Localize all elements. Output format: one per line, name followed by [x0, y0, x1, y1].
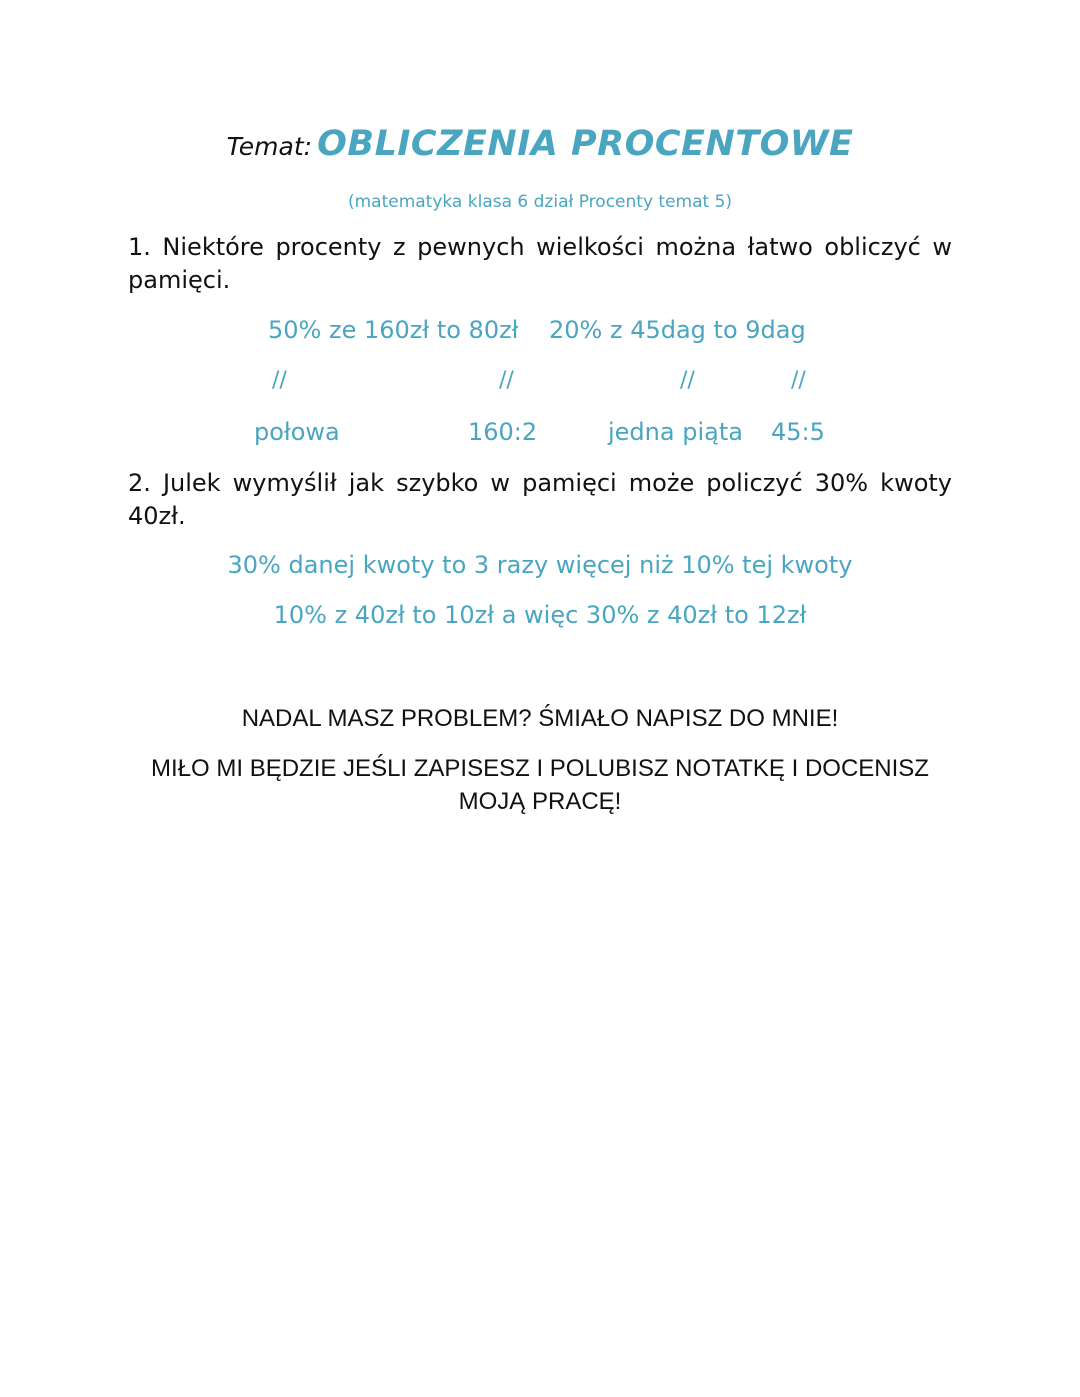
explanation-division-160: 160:2 [468, 418, 538, 446]
subtitle: (matematyka klasa 6 dział Procenty temat 5) [347, 192, 733, 212]
topic-label: Temat: [226, 132, 313, 161]
section1-text: 1. Niektóre procenty z pewnych wielkości można łatwo obliczyć w pamięci. [128, 233, 952, 294]
explanation-division-45: 45:5 [771, 418, 825, 446]
example-a: 50% ze 160zł to 80zł [268, 316, 519, 344]
example-b: 20% z 45dag to 9dag [549, 316, 806, 344]
page-title [0, 124, 1080, 164]
solution-line-1: 30% danej kwoty to 3 razy więcej niż 10% tej kwoty [227, 551, 853, 579]
solution-line-2: 10% z 40zł to 10zł a więc 30% z 40zł to 12zł [273, 601, 807, 629]
explanation-one-fifth: jedna piąta [608, 418, 743, 446]
explanation-half: połowa [254, 418, 340, 446]
footer-request: MIŁO MI BĘDZIE JEŚLI ZAPISESZ I POLUBISZ NOTATKĘ I DOCENISZ MOJĄ PRACĘ! [151, 755, 929, 815]
separator: // [791, 368, 806, 393]
topic-title: OBLICZENIA PROCENTOWE [317, 124, 854, 164]
separator: // [680, 368, 695, 393]
footer-question: NADAL MASZ PROBLEM? ŚMIAŁO NAPISZ DO MNIE! [241, 705, 839, 732]
section2-text: 2. Julek wymyślił jak szybko w pamięci może policzyć 30% kwoty 40zł. [128, 469, 952, 530]
separator: // [272, 368, 287, 393]
separator: // [499, 368, 514, 393]
